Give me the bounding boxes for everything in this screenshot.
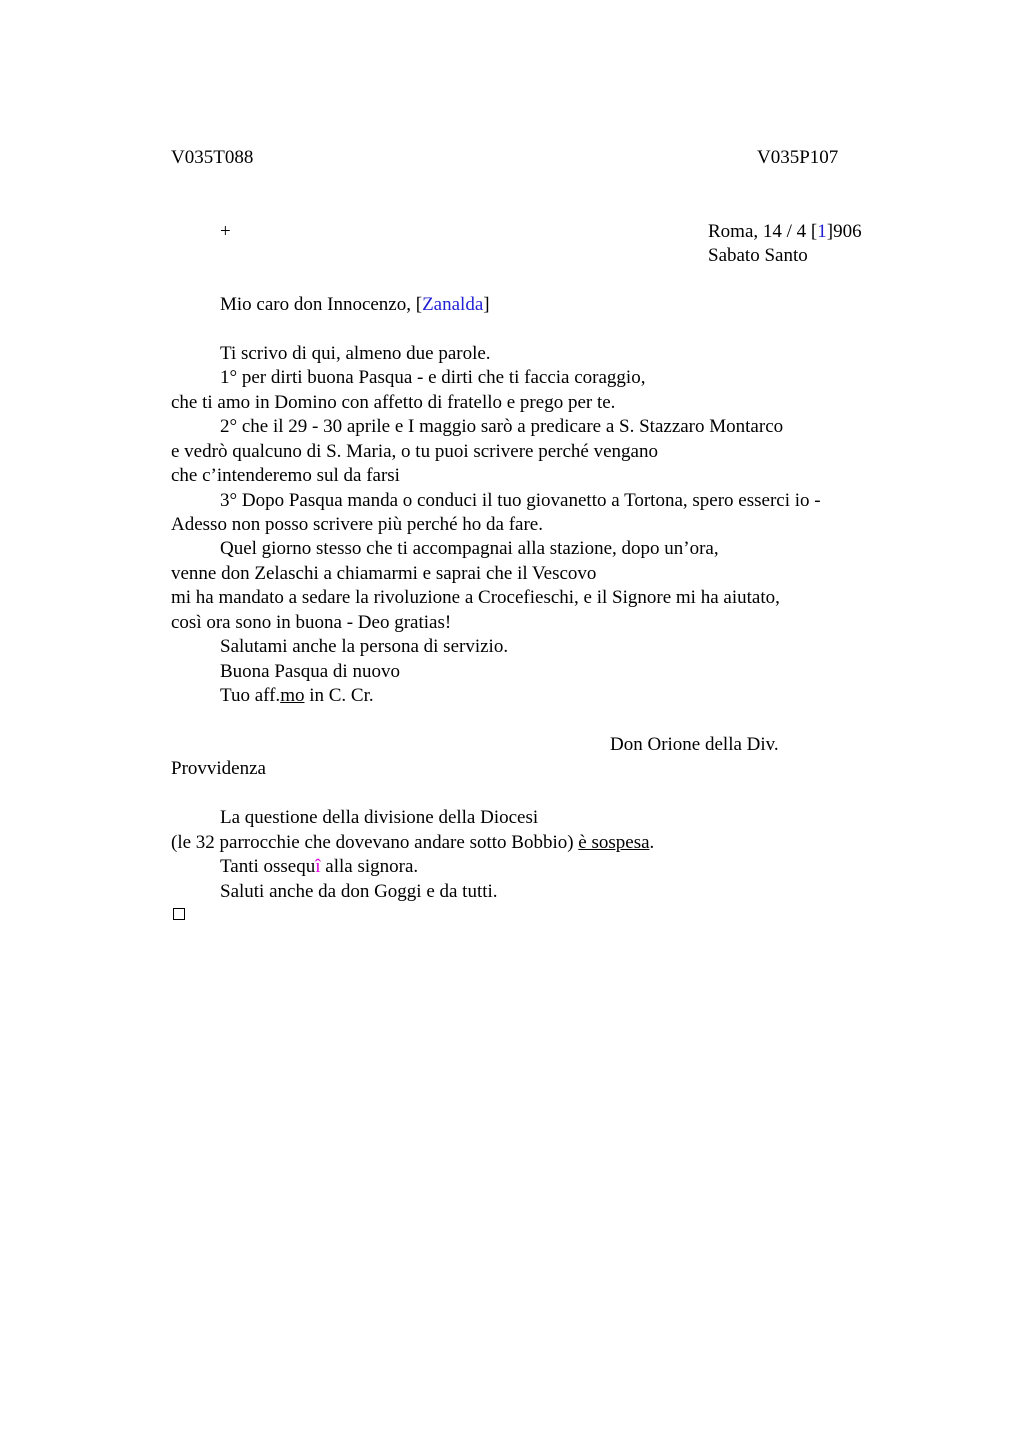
- letter-date: [708, 220, 862, 244]
- correction-mark: î: [315, 856, 321, 877]
- date-editorial-digit: 1: [817, 221, 827, 242]
- postscript-line-4: Saluti anche da don Goggi e da tutti.: [220, 881, 498, 902]
- body-line-9: Quel giorno stesso che ti accompagnai alla stazione, dopo un’ora,: [220, 538, 719, 559]
- postscript-line-3: [220, 855, 418, 879]
- postscript-line-2-suffix: .: [649, 832, 655, 853]
- document-code-right: V035P107: [757, 147, 839, 168]
- body-line-2: 1° per dirti buona Pasqua - e dirti che ti faccia coraggio,: [220, 367, 646, 388]
- postscript-line-1: La questione della divisione della Diocesi: [220, 807, 539, 828]
- body-line-4: 2° che il 29 - 30 aprile e I maggio sarò a predicare a S. Stazzaro Montarco: [220, 416, 784, 437]
- postscript-underlined-phrase: è sospesa: [578, 832, 650, 853]
- body-line-11: mi ha mandato a sedare la rivoluzione a Crocefieschi, e il Signore mi ha aiutato,: [171, 587, 780, 608]
- closing-line: [220, 684, 374, 708]
- postscript-line-2-prefix: (le 32 parrocchie che dovevano andare sotto Bobbio): [171, 832, 579, 853]
- body-line-10: venne don Zelaschi a chiamarmi e saprai che il Vescovo: [171, 563, 597, 584]
- closing-suffix: in C. Cr.: [304, 685, 374, 706]
- body-line-14: Buona Pasqua di nuovo: [220, 661, 400, 682]
- cross-symbol: +: [220, 221, 231, 242]
- body-line-7: 3° Dopo Pasqua manda o conduci il tuo giovanetto a Tortona, spero esserci io -: [220, 490, 821, 511]
- postscript-line-2: [171, 831, 654, 855]
- body-line-13: Salutami anche la persona di servizio.: [220, 636, 509, 657]
- greeting-editorial-name: Zanalda: [422, 294, 484, 315]
- closing-prefix: Tuo aff.: [220, 685, 281, 706]
- greeting-close: ]: [483, 294, 490, 315]
- end-of-text-box-icon: [173, 908, 185, 920]
- letter-day: Sabato Santo: [708, 245, 808, 266]
- signature-line-1: Don Orione della Div.: [610, 734, 779, 755]
- signature-line-2: Provvidenza: [171, 758, 266, 779]
- body-line-5: e vedrò qualcuno di S. Maria, o tu puoi scrivere perché vengano: [171, 441, 658, 462]
- greeting-text: Mio caro don Innocenzo, [: [220, 294, 423, 315]
- greeting: [220, 293, 490, 317]
- body-line-3: che ti amo in Domino con affetto di fratello e prego per te.: [171, 392, 616, 413]
- body-line-8: Adesso non posso scrivere più perché ho da fare.: [171, 514, 543, 535]
- postscript-line-3-prefix: Tanti ossequ: [220, 856, 316, 877]
- date-suffix: ]906: [826, 221, 862, 242]
- closing-superscript-abbr: mo: [280, 685, 305, 706]
- date-prefix: Roma, 14 / 4 [: [708, 221, 818, 242]
- body-line-1: Ti scrivo di qui, almeno due parole.: [220, 343, 491, 364]
- body-line-6: che c’intenderemo sul da farsi: [171, 465, 400, 486]
- body-line-12: così ora sono in buona - Deo gratias!: [171, 612, 452, 633]
- document-code-left: V035T088: [171, 147, 254, 168]
- postscript-line-3-suffix: alla signora.: [320, 856, 419, 877]
